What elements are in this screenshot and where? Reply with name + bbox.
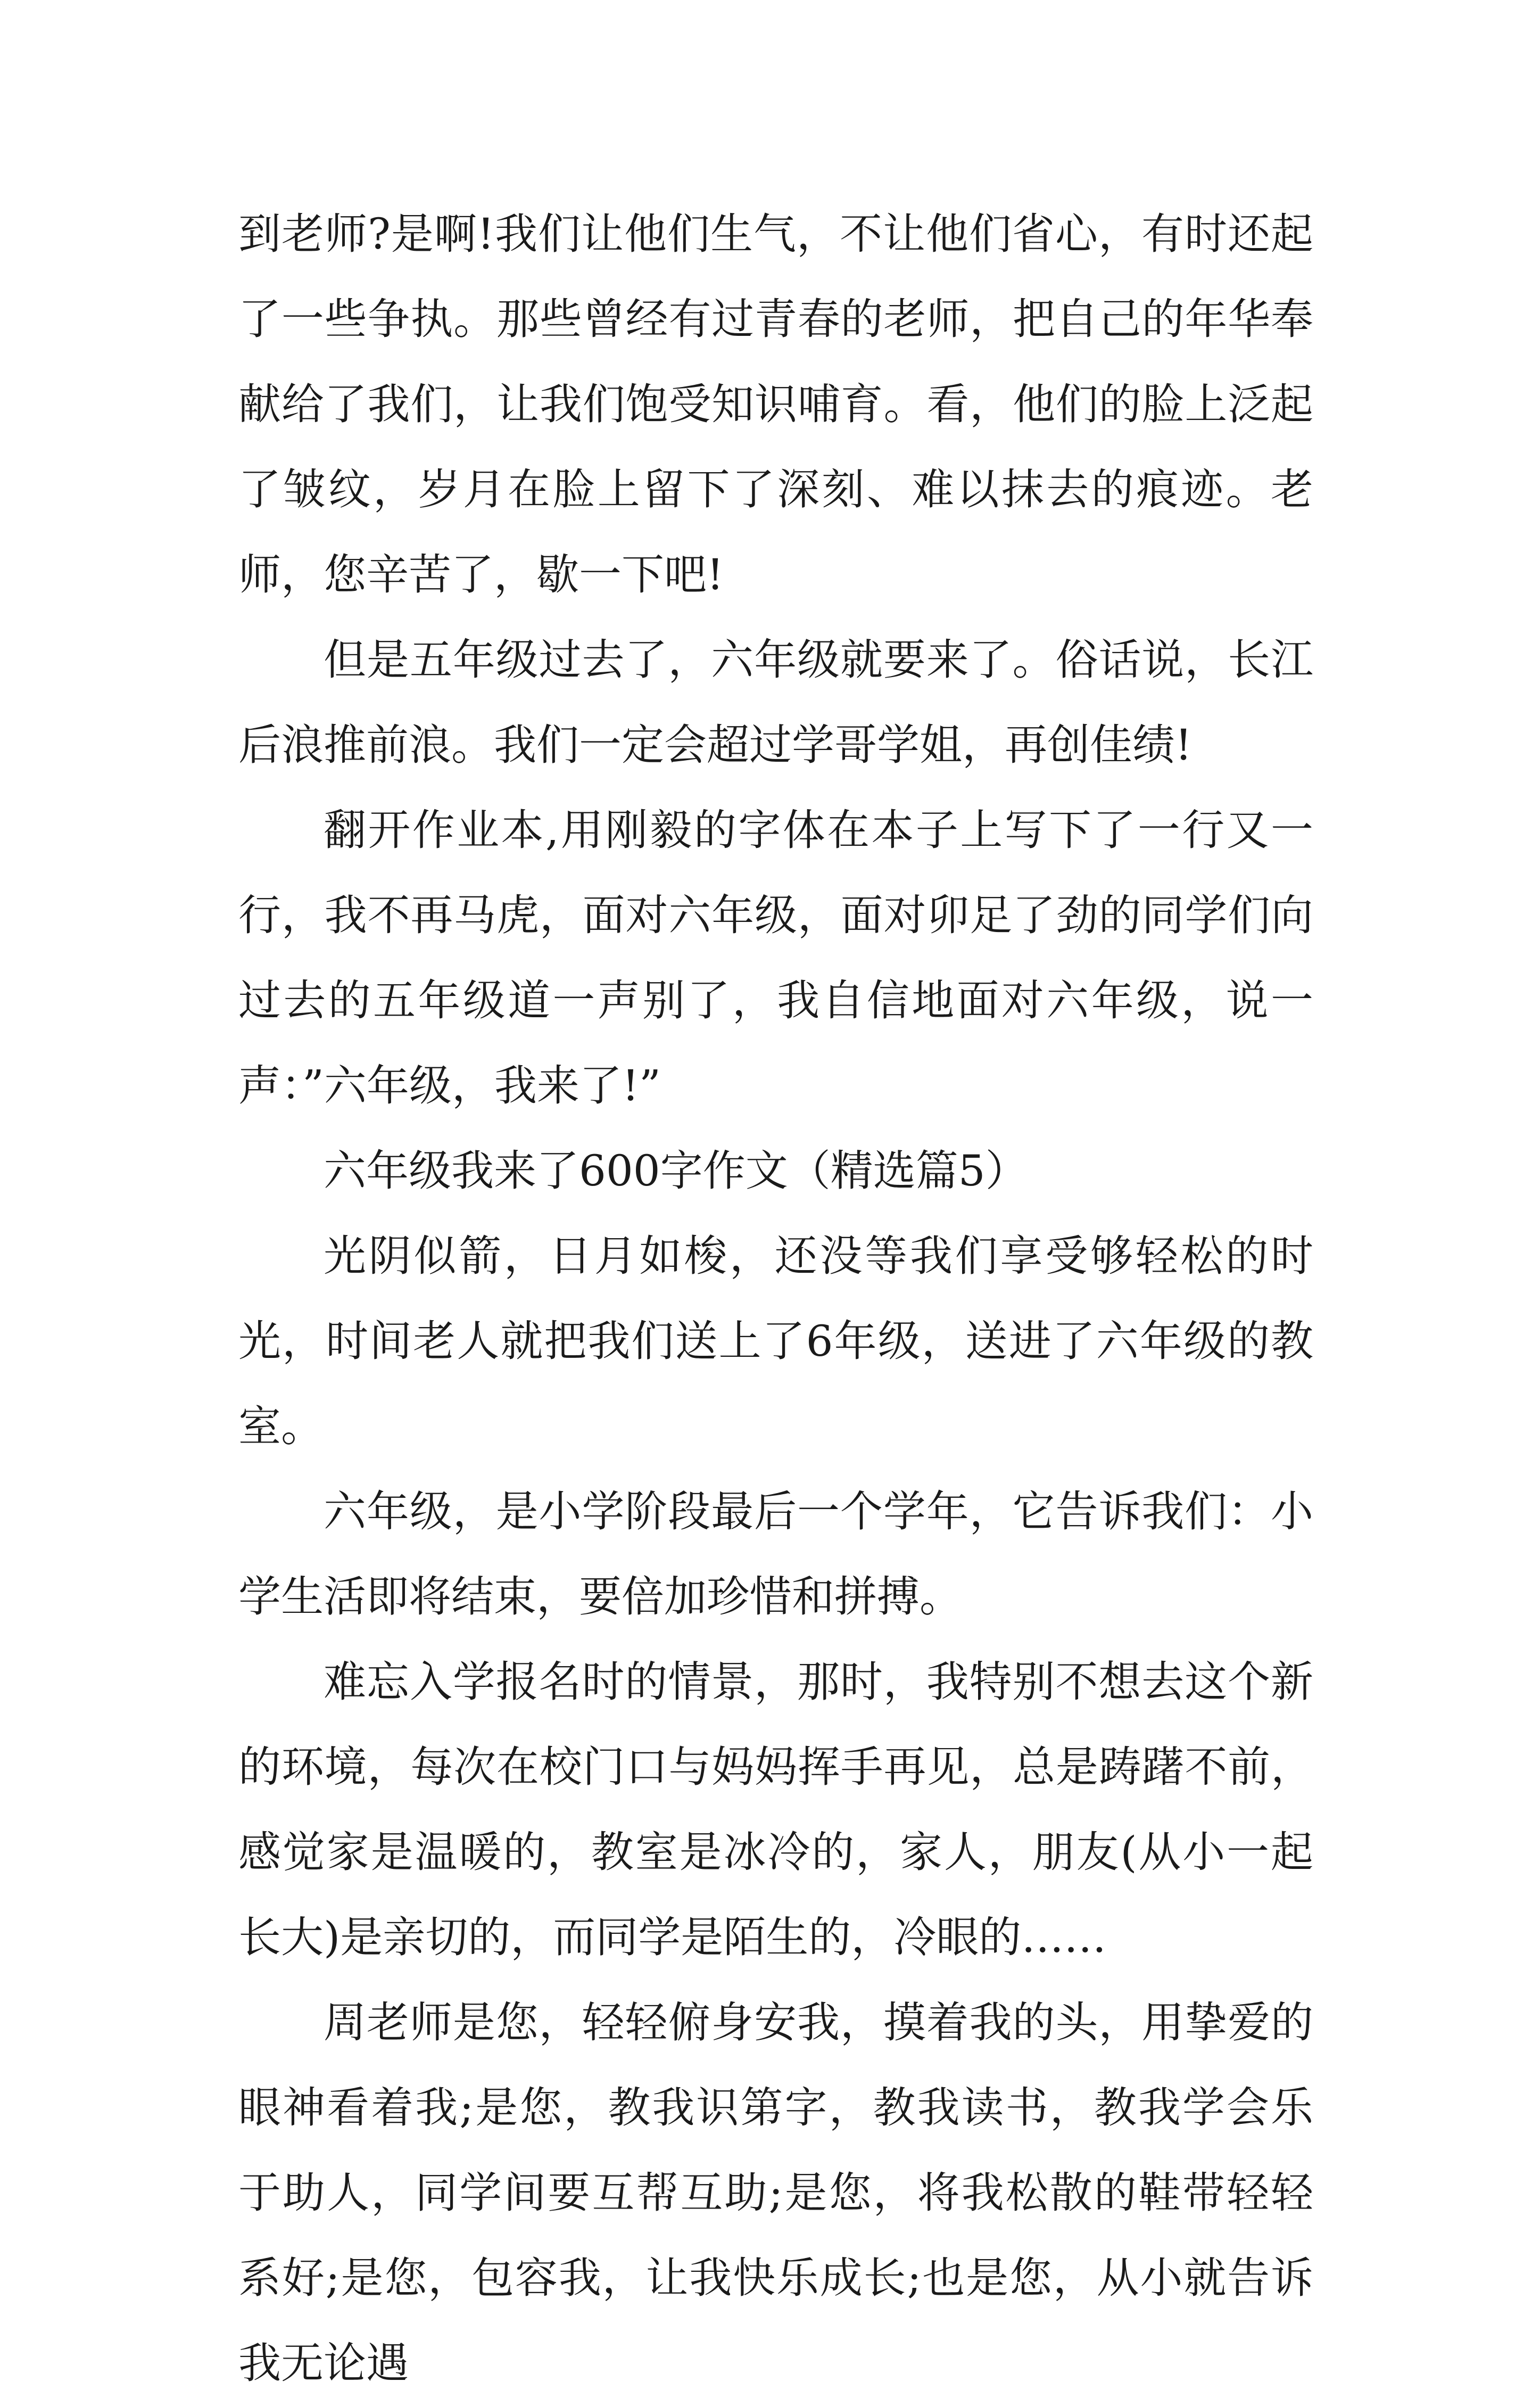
section-heading: 六年级我来了600字作文（精选篇5）	[324, 1146, 1028, 1196]
paragraph: 周老师是您，轻轻俯身安我，摸着我的头，用挚爱的眼神看着我;是您，教我识第字，教我读书，教我学会乐于助人，同学间要互帮互助;是您，将我松散的鞋带轻轻系好;是您，包容我，让我快乐成长;也是您，从小就告诉我无论遇	[238, 1998, 1313, 2388]
document-body	[238, 192, 1313, 2406]
paragraph-continuation: 到老师?是啊!我们让他们生气，不让他们省心，有时还起了一些争执。那些曾经有过青春的老师，把自己的年华奉献给了我们，让我们饱受知识哺育。看，他们的脸上泛起了皱纹，岁月在脸上留下了深刻、难以抹去的痕迹。老师，您辛苦了，歇一下吧!	[238, 209, 1313, 599]
paragraph: 难忘入学报名时的情景，那时，我特别不想去这个新的环境，每次在校门口与妈妈挥手再见，总是踌躇不前，感觉家是温暖的，教室是冰冷的，家人，朋友(从小一起长大)是亲切的，而同学是陌生的，冷眼的……	[238, 1657, 1313, 1962]
paragraph: 但是五年级过去了，六年级就要来了。俗话说，长江后浪推前浪。我们一定会超过学哥学姐，再创佳绩!	[238, 635, 1313, 770]
paragraph: 六年级，是小学阶段最后一个学年，它告诉我们：小学生活即将结束，要倍加珍惜和拼搏。	[238, 1487, 1313, 1621]
paragraph: 光阴似箭，日月如梭，还没等我们享受够轻松的时光，时间老人就把我们送上了6年级，送进了六年级的教室。	[238, 1231, 1313, 1451]
paragraph: 翻开作业本,用刚毅的字体在本子上写下了一行又一行，我不再马虎，面对六年级，面对卯足了劲的同学们向过去的五年级道一声别了，我自信地面对六年级，说一声：”六年级，我来了!”	[238, 805, 1313, 1110]
